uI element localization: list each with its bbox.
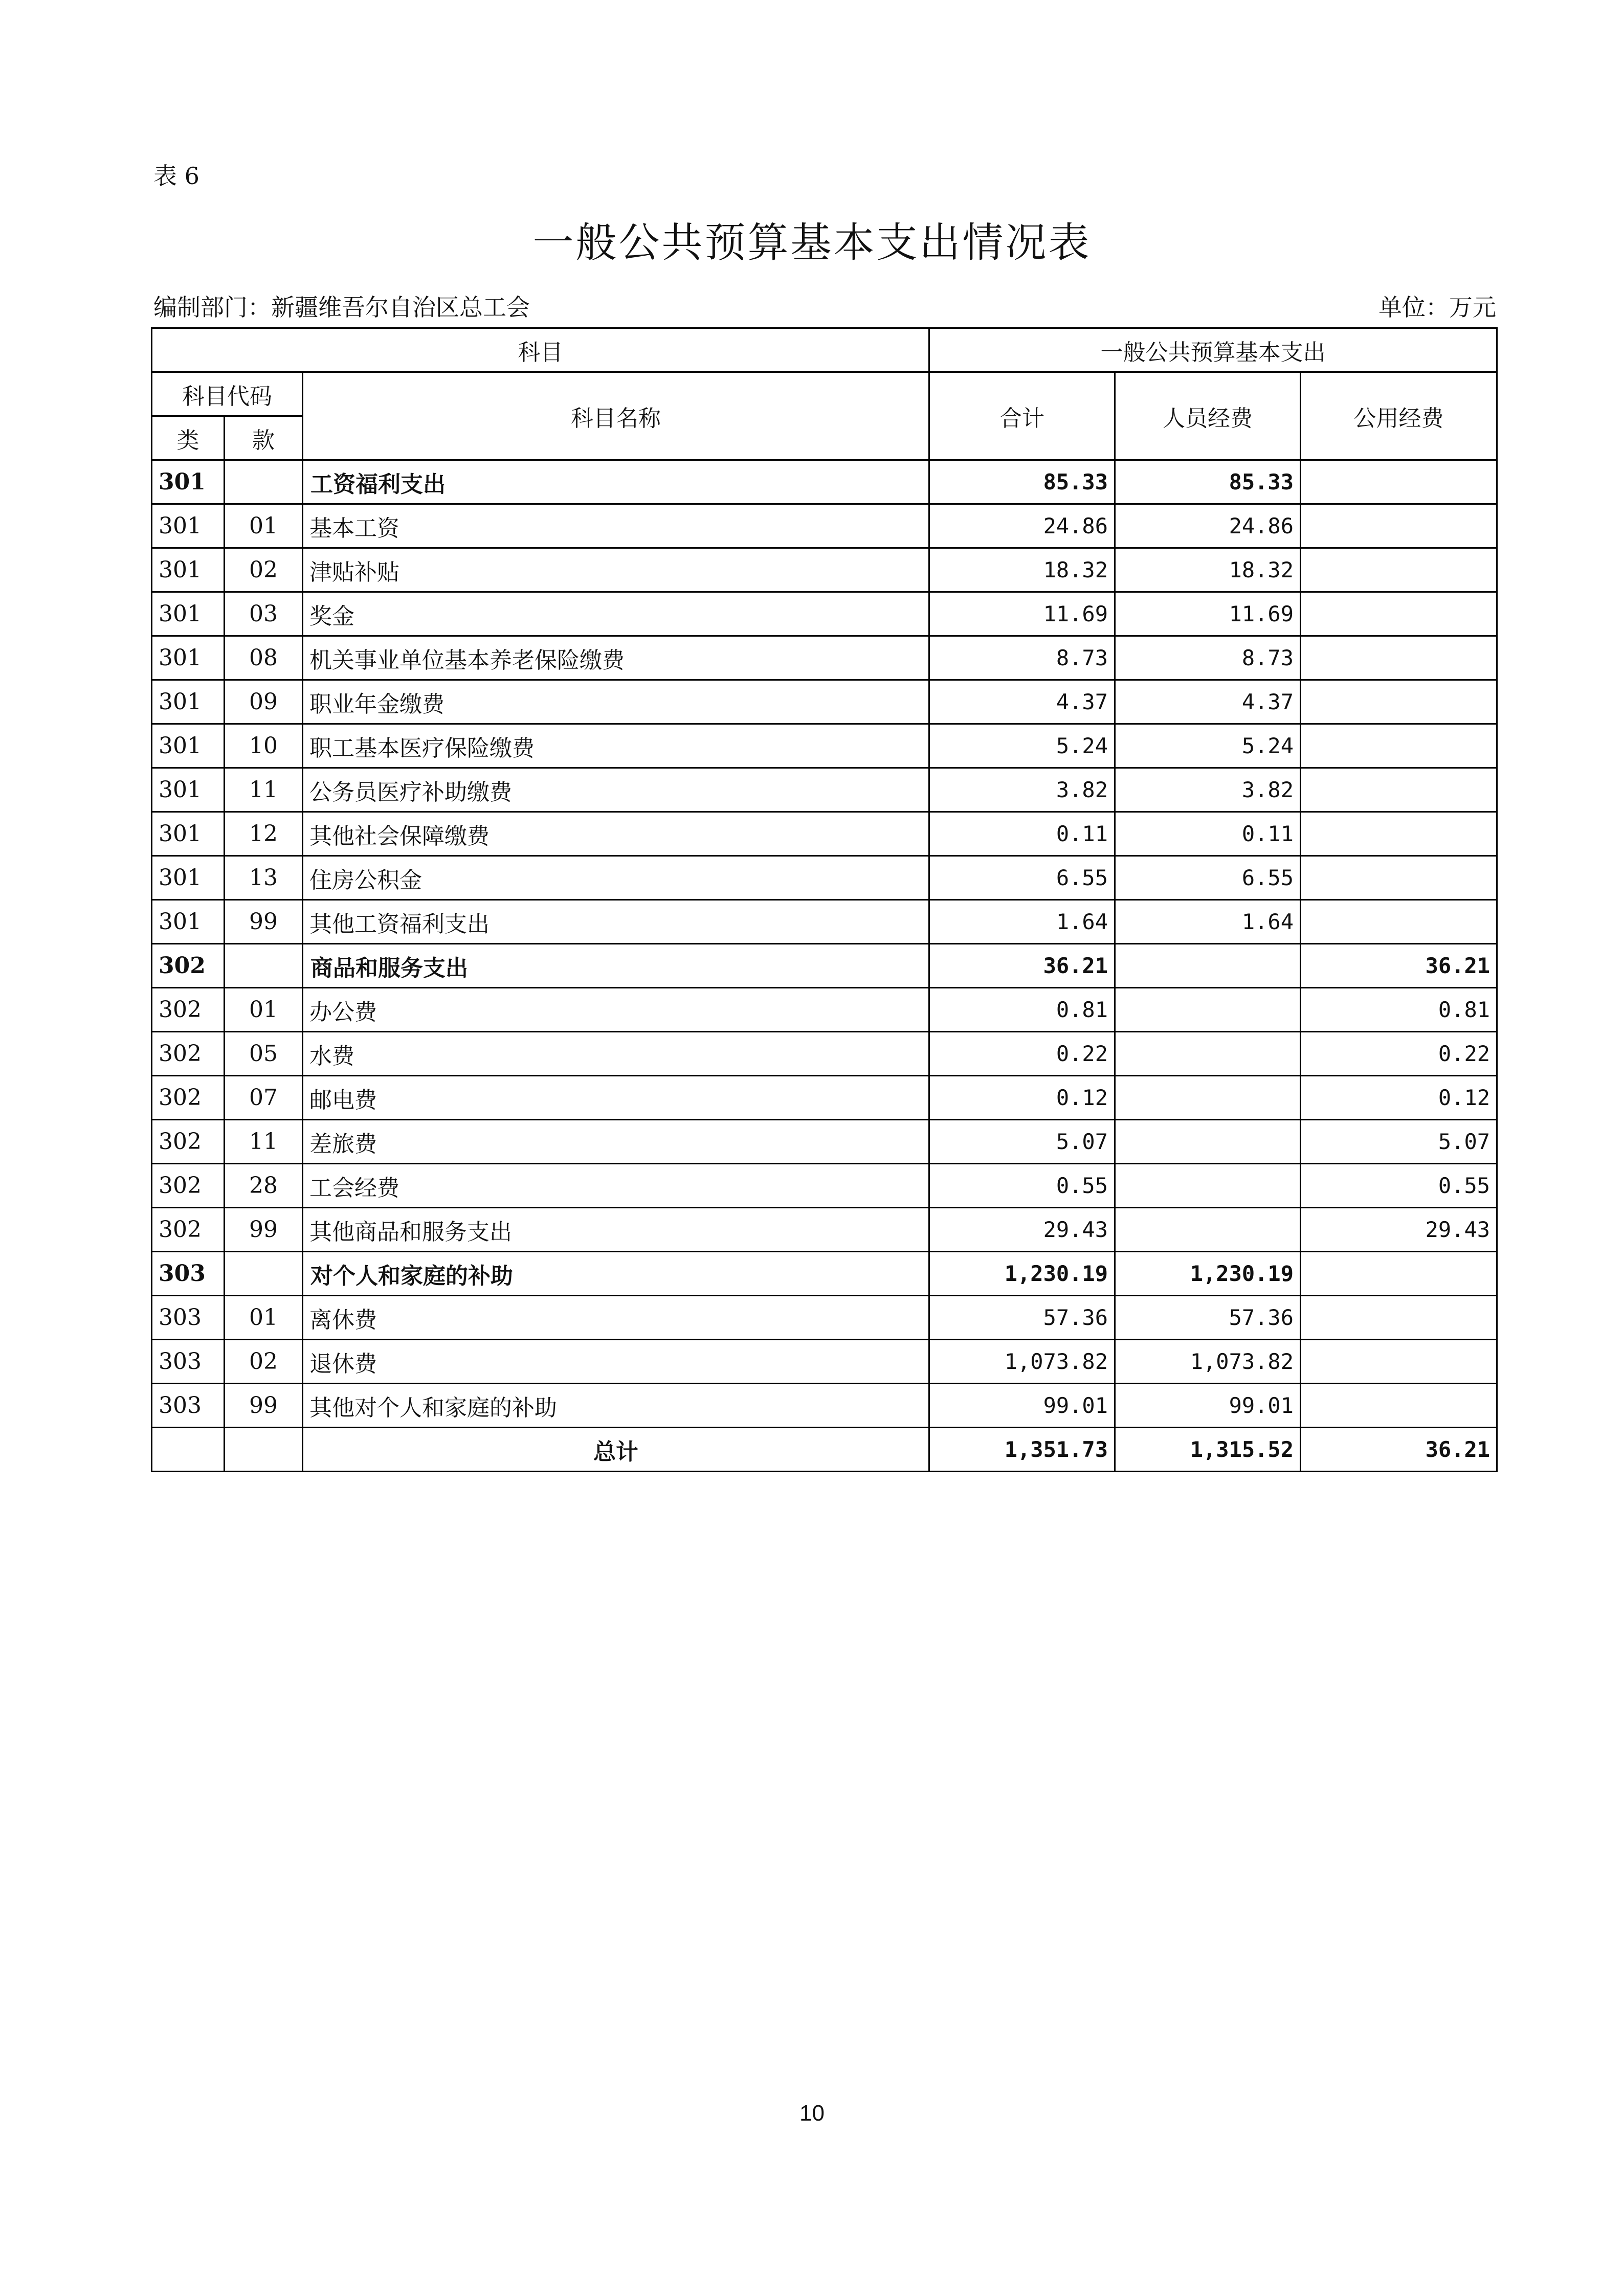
header-row-1 [152,328,1497,372]
personnel-cell: 3.82 [1115,768,1301,812]
lei-cell: 301 [152,504,225,548]
table-row [152,856,1497,900]
header-subject-name: 科目名称 [303,372,929,460]
personnel-cell [1115,988,1301,1032]
table-body [152,460,1497,1428]
subject-name-cell: 水费 [303,1032,929,1076]
kuan-cell: 05 [225,1032,303,1076]
public-cell [1301,504,1497,548]
kuan-cell: 01 [225,988,303,1032]
kuan-cell: 01 [225,504,303,548]
kuan-cell: 10 [225,724,303,768]
public-cell: 36.21 [1301,944,1497,988]
kuan-cell: 11 [225,1120,303,1164]
subject-name-cell: 其他社会保障缴费 [303,812,929,856]
header-lei: 类 [152,416,225,460]
lei-cell: 301 [152,856,225,900]
kuan-cell [225,944,303,988]
lei-cell: 301 [152,548,225,592]
table-row [152,1384,1497,1428]
header-total: 合计 [929,372,1115,460]
lei-cell: 301 [152,900,225,944]
table-row [152,768,1497,812]
subject-name-cell: 工会经费 [303,1164,929,1208]
kuan-cell: 03 [225,592,303,636]
total-cell: 1,073.82 [929,1340,1115,1384]
header-expense-group: 一般公共预算基本支出 [929,328,1497,372]
personnel-cell: 8.73 [1115,636,1301,680]
personnel-cell: 99.01 [1115,1384,1301,1428]
lei-cell: 302 [152,1076,225,1120]
public-cell [1301,1296,1497,1340]
total-cell: 24.86 [929,504,1115,548]
lei-cell: 303 [152,1296,225,1340]
subject-name-cell: 公务员医疗补助缴费 [303,768,929,812]
personnel-cell [1115,1076,1301,1120]
page-title: 一般公共预算基本支出情况表 [532,219,1092,266]
public-cell [1301,592,1497,636]
table-row [152,988,1497,1032]
table-row [152,680,1497,724]
lei-cell: 302 [152,944,225,988]
kuan-cell: 12 [225,812,303,856]
lei-cell: 301 [152,460,225,504]
total-cell: 5.24 [929,724,1115,768]
personnel-cell [1115,1032,1301,1076]
personnel-cell [1115,944,1301,988]
kuan-cell: 11 [225,768,303,812]
header-subject-code: 科目代码 [152,372,303,416]
subject-name-cell: 职业年金缴费 [303,680,929,724]
kuan-cell: 99 [225,1384,303,1428]
public-cell [1301,856,1497,900]
header-kuan: 款 [225,416,303,460]
subject-name-cell: 退休费 [303,1340,929,1384]
public-cell: 0.81 [1301,988,1497,1032]
subject-name-cell: 对个人和家庭的补助 [303,1252,929,1296]
table-row [152,1032,1497,1076]
lei-cell: 302 [152,988,225,1032]
table-row [152,504,1497,548]
public-cell: 0.55 [1301,1164,1497,1208]
personnel-cell [1115,1164,1301,1208]
lei-cell: 302 [152,1164,225,1208]
table-row [152,1296,1497,1340]
total-cell: 6.55 [929,856,1115,900]
personnel-cell: 24.86 [1115,504,1301,548]
table-row [152,724,1497,768]
public-cell [1301,768,1497,812]
personnel-cell [1115,1208,1301,1252]
personnel-cell: 1,230.19 [1115,1252,1301,1296]
total-cell: 0.81 [929,988,1115,1032]
table-row [152,592,1497,636]
table-row [152,812,1497,856]
subject-name-cell: 津贴补贴 [303,548,929,592]
kuan-cell: 08 [225,636,303,680]
total-cell: 57.36 [929,1296,1115,1340]
total-kuan-cell [225,1428,303,1472]
page-number: 10 [799,2101,825,2126]
table-number: 表 6 [153,162,199,190]
lei-cell: 302 [152,1208,225,1252]
public-cell [1301,680,1497,724]
personnel-cell: 1.64 [1115,900,1301,944]
public-cell: 5.07 [1301,1120,1497,1164]
total-cell: 3.82 [929,768,1115,812]
table-row [152,1208,1497,1252]
total-cell: 85.33 [929,460,1115,504]
table-row [152,548,1497,592]
personnel-cell: 57.36 [1115,1296,1301,1340]
header-public: 公用经费 [1301,372,1497,460]
subject-name-cell: 职工基本医疗保险缴费 [303,724,929,768]
kuan-cell [225,460,303,504]
subject-name-cell: 邮电费 [303,1076,929,1120]
public-cell: 29.43 [1301,1208,1497,1252]
public-cell [1301,548,1497,592]
total-cell: 0.22 [929,1032,1115,1076]
lei-cell: 303 [152,1384,225,1428]
kuan-cell: 02 [225,1340,303,1384]
total-cell: 11.69 [929,592,1115,636]
total-lei-cell [152,1428,225,1472]
public-cell [1301,636,1497,680]
lei-cell: 301 [152,680,225,724]
subject-name-cell: 工资福利支出 [303,460,929,504]
grand-total-row [152,1428,1497,1472]
subject-name-cell: 机关事业单位基本养老保险缴费 [303,636,929,680]
kuan-cell: 02 [225,548,303,592]
public-cell [1301,460,1497,504]
lei-cell: 301 [152,592,225,636]
personnel-cell: 6.55 [1115,856,1301,900]
unit-label: 单位：万元 [1378,294,1496,321]
public-cell [1301,1340,1497,1384]
public-cell [1301,900,1497,944]
subject-name-cell: 基本工资 [303,504,929,548]
subject-name-cell: 商品和服务支出 [303,944,929,988]
total-cell: 29.43 [929,1208,1115,1252]
total-personnel: 1,315.52 [1115,1428,1301,1472]
total-cell: 18.32 [929,548,1115,592]
total-cell: 0.12 [929,1076,1115,1120]
total-cell: 99.01 [929,1384,1115,1428]
department-label: 编制部门：新疆维吾尔自治区总工会 [153,294,530,321]
public-cell [1301,1384,1497,1428]
kuan-cell: 99 [225,1208,303,1252]
table-row [152,900,1497,944]
header-personnel: 人员经费 [1115,372,1301,460]
subject-name-cell: 其他工资福利支出 [303,900,929,944]
subject-name-cell: 差旅费 [303,1120,929,1164]
total-public: 36.21 [1301,1428,1497,1472]
header-row-2 [152,372,1497,416]
total-cell: 0.55 [929,1164,1115,1208]
lei-cell: 302 [152,1032,225,1076]
lei-cell: 301 [152,636,225,680]
kuan-cell: 09 [225,680,303,724]
lei-cell: 303 [152,1252,225,1296]
subject-name-cell: 奖金 [303,592,929,636]
personnel-cell: 1,073.82 [1115,1340,1301,1384]
subject-name-cell: 离休费 [303,1296,929,1340]
kuan-cell: 01 [225,1296,303,1340]
personnel-cell: 18.32 [1115,548,1301,592]
header-subject: 科目 [152,328,929,372]
total-cell: 0.11 [929,812,1115,856]
total-cell: 36.21 [929,944,1115,988]
personnel-cell: 85.33 [1115,460,1301,504]
lei-cell: 301 [152,812,225,856]
kuan-cell: 13 [225,856,303,900]
personnel-cell: 5.24 [1115,724,1301,768]
personnel-cell: 0.11 [1115,812,1301,856]
kuan-cell: 28 [225,1164,303,1208]
table-row [152,636,1497,680]
table-row [152,1340,1497,1384]
total-cell: 8.73 [929,636,1115,680]
table-row [152,1252,1497,1296]
table-row [152,460,1497,504]
personnel-cell: 11.69 [1115,592,1301,636]
kuan-cell: 07 [225,1076,303,1120]
public-cell [1301,812,1497,856]
public-cell: 0.12 [1301,1076,1497,1120]
public-cell: 0.22 [1301,1032,1497,1076]
public-cell [1301,724,1497,768]
subject-name-cell: 住房公积金 [303,856,929,900]
total-label: 总计 [303,1428,929,1472]
public-cell [1301,1252,1497,1296]
total-cell: 1.64 [929,900,1115,944]
table-row [152,1164,1497,1208]
lei-cell: 302 [152,1120,225,1164]
total-cell: 1,230.19 [929,1252,1115,1296]
total-sum: 1,351.73 [929,1428,1115,1472]
total-cell: 5.07 [929,1120,1115,1164]
lei-cell: 301 [152,724,225,768]
subject-name-cell: 办公费 [303,988,929,1032]
personnel-cell [1115,1120,1301,1164]
table-row [152,1076,1497,1120]
total-cell: 4.37 [929,680,1115,724]
lei-cell: 301 [152,768,225,812]
lei-cell: 303 [152,1340,225,1384]
table-row [152,1120,1497,1164]
kuan-cell [225,1252,303,1296]
personnel-cell: 4.37 [1115,680,1301,724]
subject-name-cell: 其他商品和服务支出 [303,1208,929,1252]
budget-table [151,327,1498,1472]
subject-name-cell: 其他对个人和家庭的补助 [303,1384,929,1428]
table-row [152,944,1497,988]
kuan-cell: 99 [225,900,303,944]
